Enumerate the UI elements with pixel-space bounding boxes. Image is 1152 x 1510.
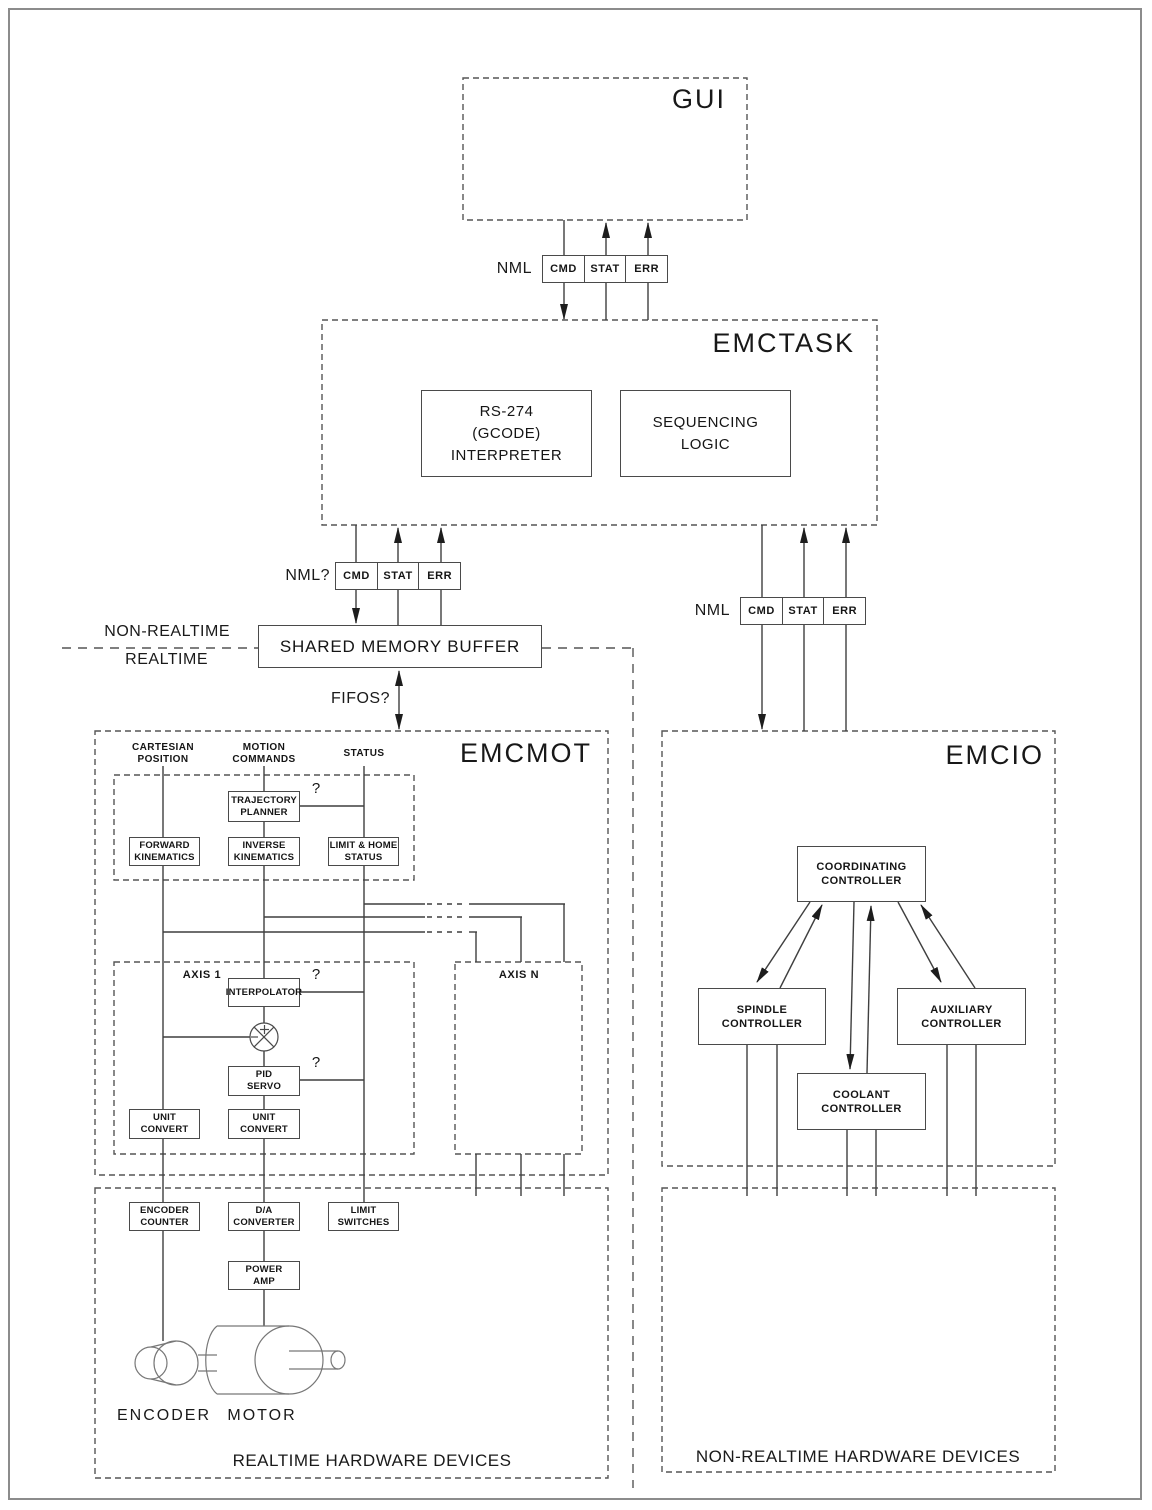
realtime-divider-line — [62, 648, 633, 1488]
limit-home-status-box: LIMIT & HOME STATUS — [328, 837, 399, 866]
nml-right-channels — [740, 597, 866, 625]
nml-left-label: NML? — [285, 567, 330, 584]
nml-top-label: NML — [496, 260, 532, 277]
unit-convert-mid-box: UNIT CONVERT — [228, 1109, 300, 1139]
interpolator-box: INTERPOLATOR — [228, 978, 300, 1007]
nml-right-err-box: ERR — [823, 597, 866, 625]
nml-top-err-box: ERR — [625, 255, 668, 283]
realtime-hardware-label: REALTIME HARDWARE DEVICES — [232, 1451, 512, 1470]
nml-top-channels — [542, 255, 668, 283]
nml-left-cmd-box: CMD — [335, 562, 378, 590]
emctask-title: EMCTASK — [712, 328, 855, 358]
encoder-drawing — [135, 1341, 217, 1385]
nml-right-label: NML — [694, 602, 730, 619]
gui-title: GUI — [671, 84, 726, 114]
sequencing-logic-box: SEQUENCING LOGIC — [620, 390, 791, 477]
forward-kinematics-box: FORWARD KINEMATICS — [129, 837, 200, 866]
power-amp-box: POWER AMP — [228, 1261, 300, 1290]
gcode-interpreter-box: RS-274 (GCODE) INTERPRETER — [421, 390, 592, 477]
da-converter-box: D/A CONVERTER — [228, 1202, 300, 1231]
question-mark-trajectory: ? — [311, 780, 321, 797]
coordinating-controller-box: COORDINATING CONTROLLER — [797, 846, 926, 902]
trajectory-planner-box: TRAJECTORY PLANNER — [228, 791, 300, 822]
encoder-counter-box: ENCODER COUNTER — [129, 1202, 200, 1231]
non-realtime-hardware-label: NON-REALTIME HARDWARE DEVICES — [695, 1447, 1021, 1466]
limit-switches-box: LIMIT SWITCHES — [328, 1202, 399, 1231]
nml-right-cmd-box: CMD — [740, 597, 783, 625]
unit-convert-left-box: UNIT CONVERT — [129, 1109, 200, 1139]
shared-memory-buffer-box: SHARED MEMORY BUFFER — [258, 625, 542, 668]
nml-left-stat-box: STAT — [377, 562, 420, 590]
nml-top-stat-box: STAT — [584, 255, 627, 283]
nml-left-err-box: ERR — [418, 562, 461, 590]
question-mark-interpolator: ? — [311, 966, 321, 983]
realtime-hardware-box — [95, 1188, 608, 1478]
emcmot-title: EMCMOT — [460, 738, 592, 768]
axis1-label: AXIS 1 — [182, 969, 222, 981]
motion-commands-label: MOTION COMMANDS — [232, 742, 296, 765]
non-realtime-hardware-box — [662, 1188, 1055, 1472]
realtime-label: REALTIME — [125, 651, 208, 668]
cartesian-position-label: CARTESIAN POSITION — [132, 742, 194, 765]
nml-right-stat-box: STAT — [782, 597, 825, 625]
motor-label: MOTOR — [227, 1407, 297, 1424]
status-label: STATUS — [343, 748, 385, 759]
non-realtime-label: NON-REALTIME — [104, 623, 230, 640]
encoder-label: ENCODER — [116, 1407, 211, 1424]
motor-drawing — [206, 1326, 345, 1394]
inverse-kinematics-box: INVERSE KINEMATICS — [228, 837, 300, 866]
coolant-controller-box: COOLANT CONTROLLER — [797, 1073, 926, 1130]
question-mark-pid: ? — [311, 1054, 321, 1071]
fifos-label: FIFOS? — [330, 690, 390, 707]
auxiliary-controller-box: AUXILIARY CONTROLLER — [897, 988, 1026, 1045]
pid-servo-box: PID SERVO — [228, 1066, 300, 1096]
summing-junction-icon — [250, 1023, 278, 1051]
emcio-title: EMCIO — [945, 740, 1044, 770]
axisn-box — [455, 962, 582, 1154]
nml-left-channels — [335, 562, 461, 590]
nml-top-cmd-box: CMD — [542, 255, 585, 283]
spindle-controller-box: SPINDLE CONTROLLER — [698, 988, 826, 1045]
axisn-label: AXIS N — [498, 969, 540, 981]
